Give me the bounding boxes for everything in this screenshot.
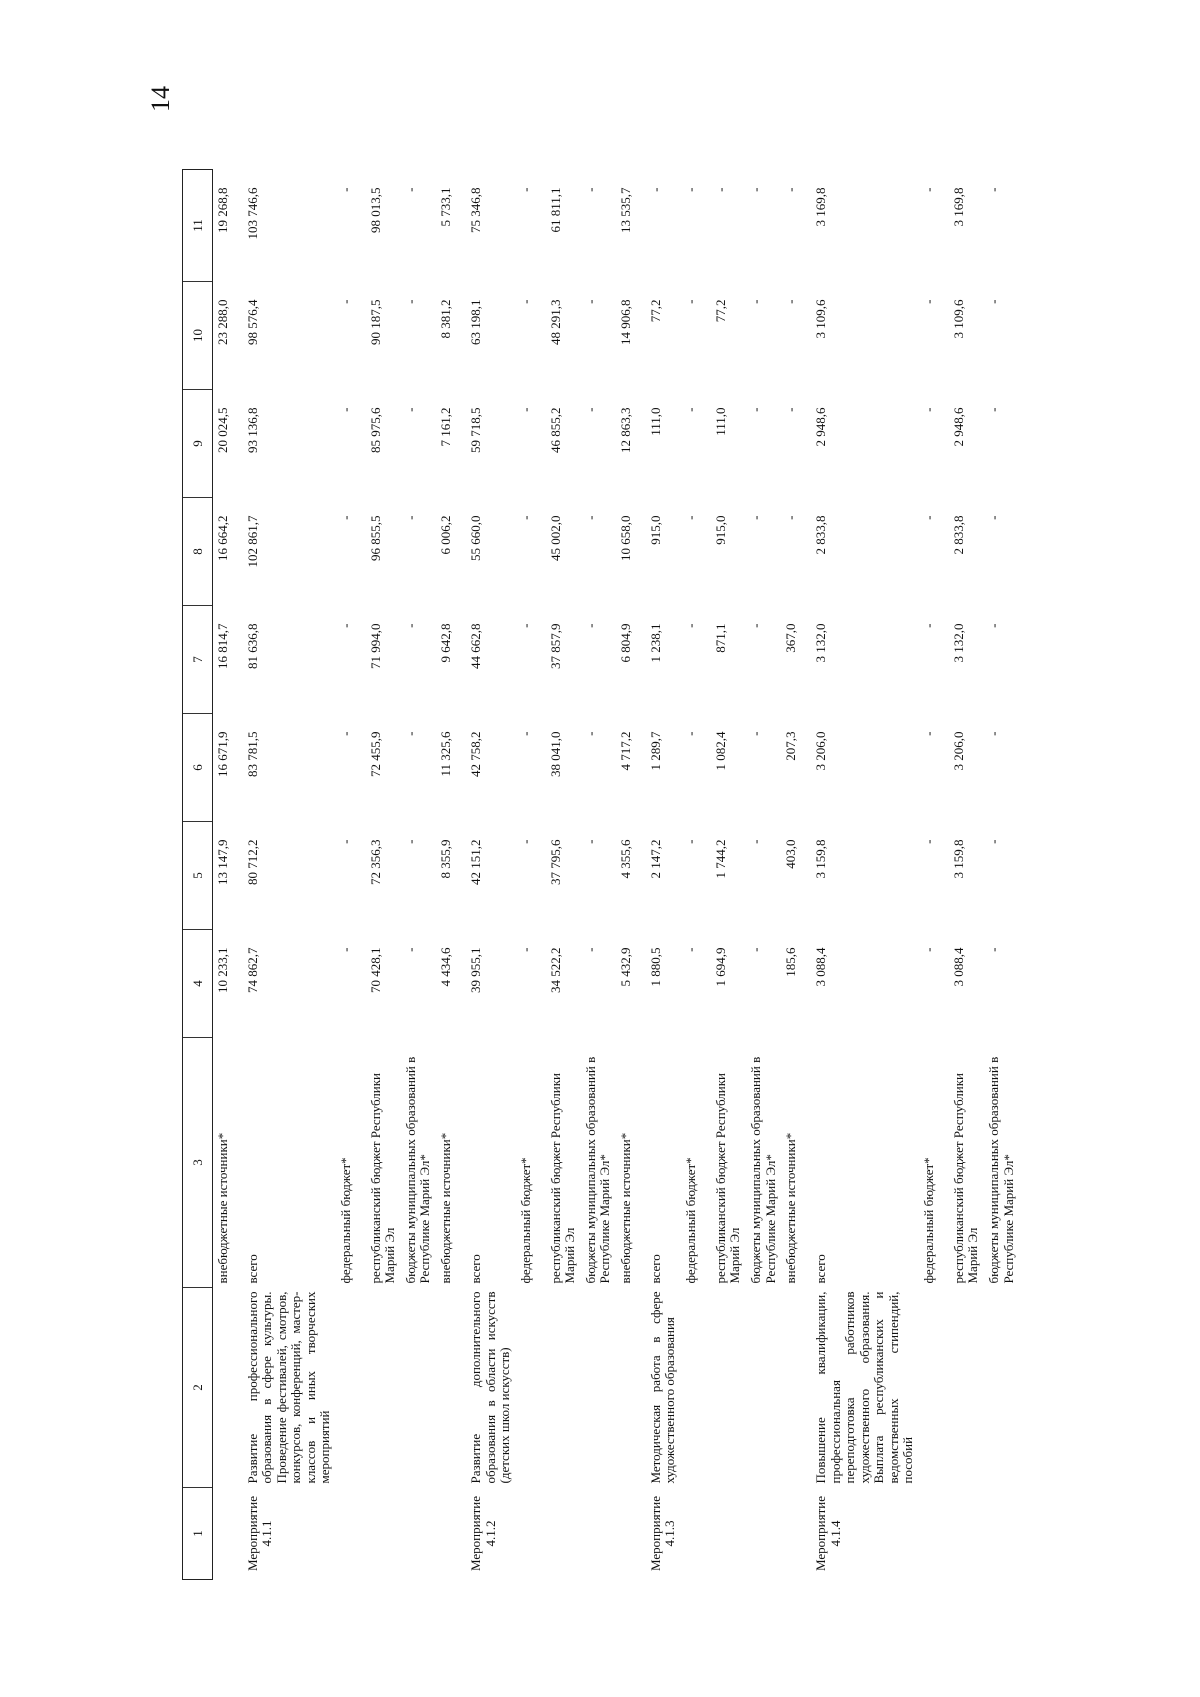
funding-source-cell: федеральный бюджет* xyxy=(682,1157,698,1284)
value-cell-year-6: 59 718,5 xyxy=(467,407,483,453)
value-cell-year-7: 3 109,6 xyxy=(813,299,829,339)
funding-source-cell: бюджеты муниципальных образований в Республике Марий Эл* xyxy=(582,1056,613,1284)
value-cell-year-6: 93 136,8 xyxy=(244,407,260,453)
measure-name-cell xyxy=(949,1288,984,1488)
funding-source-cell: внебюджетные источники* xyxy=(215,1132,230,1284)
value-cell-year-2: - xyxy=(337,839,353,844)
value-cell-year-5: 55 660,0 xyxy=(467,515,483,561)
value-cell-year-2: - xyxy=(402,839,418,844)
value-cell-year-6: 20 024,5 xyxy=(215,407,230,453)
value-cell-year-2: - xyxy=(582,839,598,844)
value-cell-year-5: - xyxy=(337,515,353,520)
value-cell-year-3: - xyxy=(747,731,763,736)
measure-name-cell xyxy=(336,1288,366,1488)
value-cell-year-4: 6 804,9 xyxy=(617,623,633,663)
value-cell-year-5: 45 002,0 xyxy=(547,515,563,561)
value-cell-year-8: 61 811,1 xyxy=(547,187,563,233)
value-cell-year-6: 46 855,2 xyxy=(547,407,563,453)
value-cell-year-7: 14 906,8 xyxy=(617,299,633,345)
value-cell-year-6: - xyxy=(337,407,353,412)
measure-name-cell xyxy=(711,1288,746,1488)
value-cell-year-1: 185,6 xyxy=(783,947,799,977)
value-cell-year-3: 3 206,0 xyxy=(950,731,966,771)
value-cell-year-1: - xyxy=(517,947,533,952)
value-cell-year-2: 72 356,3 xyxy=(367,839,383,885)
measure-number-cell xyxy=(781,1488,811,1580)
table-row xyxy=(546,170,581,1580)
value-cell-year-1: - xyxy=(582,947,598,952)
measure-number-cell xyxy=(616,1488,646,1580)
value-cell-year-4: 871,1 xyxy=(712,623,728,653)
value-cell-year-4: - xyxy=(517,623,533,628)
value-cell-year-7: 8 381,2 xyxy=(437,299,453,339)
column-header-11: 11 xyxy=(183,170,213,282)
measure-name-cell xyxy=(581,1288,616,1488)
value-cell-year-4: - xyxy=(337,623,353,628)
value-cell-year-3: - xyxy=(337,731,353,736)
measure-number-cell xyxy=(336,1488,366,1580)
value-cell-year-2: 403,0 xyxy=(783,839,799,869)
table-row xyxy=(401,170,436,1580)
value-cell-year-1: - xyxy=(986,947,1001,952)
value-cell-year-7: 90 187,5 xyxy=(367,299,383,345)
column-header-7: 7 xyxy=(183,606,213,714)
funding-source-cell: внебюджетные источники* xyxy=(617,1132,633,1284)
table-row xyxy=(336,170,366,1580)
value-cell-year-6: 2 948,6 xyxy=(950,407,966,447)
measure-number-cell xyxy=(581,1488,616,1580)
table-row xyxy=(243,170,336,1580)
value-cell-year-3: 3 206,0 xyxy=(813,731,829,771)
value-cell-year-8: - xyxy=(582,187,598,192)
measure-name-cell: Развитие профессионального образования в сфере культуры. Проведение фестивалей, смотров, конкурсов, конференций, мастер-классов и иных творческих мероприятий xyxy=(244,1291,333,1484)
value-cell-year-6: - xyxy=(582,407,598,412)
table-row xyxy=(781,170,811,1580)
value-cell-year-3: - xyxy=(582,731,598,736)
value-cell-year-3: 16 671,9 xyxy=(215,731,230,777)
measure-number-cell xyxy=(949,1488,984,1580)
value-cell-year-1: 34 522,2 xyxy=(547,947,563,993)
value-cell-year-4: 16 814,7 xyxy=(215,623,230,669)
value-cell-year-6: 7 161,2 xyxy=(437,407,453,447)
table-row xyxy=(616,170,646,1580)
value-cell-year-1: - xyxy=(747,947,763,952)
rotated-table-wrapper xyxy=(182,170,1017,1580)
value-cell-year-8: - xyxy=(402,187,418,192)
value-cell-year-7: - xyxy=(682,299,698,304)
value-cell-year-4: 37 857,9 xyxy=(547,623,563,669)
value-cell-year-1: 1 694,9 xyxy=(712,947,728,987)
funding-source-cell: бюджеты муниципальных образований в Республике Марий Эл* xyxy=(747,1056,778,1284)
value-cell-year-1: - xyxy=(920,947,936,952)
table-body xyxy=(213,170,1020,1580)
column-header-4: 4 xyxy=(183,930,213,1038)
measure-number-cell xyxy=(366,1488,401,1580)
value-cell-year-4: - xyxy=(582,623,598,628)
funding-source-cell: бюджеты муниципальных образований в Республике Марий Эл* xyxy=(986,1056,1016,1284)
funding-source-cell: всего xyxy=(647,1254,663,1284)
value-cell-year-5: - xyxy=(986,515,1001,520)
value-cell-year-1: - xyxy=(337,947,353,952)
value-cell-year-3: - xyxy=(402,731,418,736)
value-cell-year-3: 83 781,5 xyxy=(244,731,260,777)
value-cell-year-7: 77,2 xyxy=(712,299,728,323)
value-cell-year-4: 3 132,0 xyxy=(813,623,829,663)
value-cell-year-1: 4 434,6 xyxy=(437,947,453,987)
value-cell-year-5: - xyxy=(582,515,598,520)
value-cell-year-4: - xyxy=(920,623,936,628)
value-cell-year-2: - xyxy=(747,839,763,844)
value-cell-year-4: 367,0 xyxy=(783,623,799,653)
value-cell-year-7: - xyxy=(517,299,533,304)
value-cell-year-2: 2 147,2 xyxy=(647,839,663,879)
table-row xyxy=(366,170,401,1580)
table-row xyxy=(436,170,466,1580)
value-cell-year-6: - xyxy=(986,407,1001,412)
measure-name-cell xyxy=(366,1288,401,1488)
measure-name-cell xyxy=(546,1288,581,1488)
value-cell-year-2: 8 355,9 xyxy=(437,839,453,879)
value-cell-year-5: - xyxy=(517,515,533,520)
column-header-5: 5 xyxy=(183,822,213,930)
value-cell-year-7: 23 288,0 xyxy=(215,299,230,345)
value-cell-year-8: - xyxy=(783,187,799,192)
measure-name-cell: Повышение квалификации, профессиональная переподготовка работников художественного образования. Выплата республиканских и ведомственных стипендий, пособий xyxy=(813,1291,916,1484)
column-header-3: 3 xyxy=(183,1038,213,1288)
measure-name-cell xyxy=(616,1288,646,1488)
value-cell-year-6: - xyxy=(783,407,799,412)
value-cell-year-5: 2 833,8 xyxy=(950,515,966,555)
value-cell-year-8: - xyxy=(712,187,728,192)
value-cell-year-3: 42 758,2 xyxy=(467,731,483,777)
measure-name-cell xyxy=(919,1288,949,1488)
value-cell-year-7: - xyxy=(747,299,763,304)
value-cell-year-7: - xyxy=(582,299,598,304)
value-cell-year-4: 1 238,1 xyxy=(647,623,663,663)
value-cell-year-3: 11 325,6 xyxy=(437,731,453,777)
value-cell-year-8: 5 733,1 xyxy=(437,187,453,227)
measure-number-cell xyxy=(711,1488,746,1580)
value-cell-year-7: 48 291,3 xyxy=(547,299,563,345)
value-cell-year-5: 102 861,7 xyxy=(244,515,260,568)
value-cell-year-8: - xyxy=(682,187,698,192)
funding-source-cell: республиканский бюджет Республики Марий Эл xyxy=(712,1073,743,1284)
value-cell-year-4: - xyxy=(402,623,418,628)
value-cell-year-8: - xyxy=(986,187,1001,192)
value-cell-year-8: - xyxy=(647,187,663,192)
value-cell-year-2: 4 355,6 xyxy=(617,839,633,879)
column-header-9: 9 xyxy=(183,390,213,498)
funding-source-cell: всего xyxy=(244,1254,260,1284)
value-cell-year-4: - xyxy=(986,623,1001,628)
funding-source-cell: республиканский бюджет Республики Марий Эл xyxy=(367,1073,398,1284)
value-cell-year-5: 915,0 xyxy=(712,515,728,545)
value-cell-year-7: - xyxy=(783,299,799,304)
measure-number-cell xyxy=(919,1488,949,1580)
measure-number-cell: Мероприятие 4.1.2 xyxy=(467,1496,498,1571)
value-cell-year-2: 1 744,2 xyxy=(712,839,728,879)
value-cell-year-7: 77,2 xyxy=(647,299,663,323)
table-row xyxy=(811,170,919,1580)
table-row xyxy=(711,170,746,1580)
value-cell-year-2: 13 147,9 xyxy=(215,839,230,885)
value-cell-year-5: - xyxy=(402,515,418,520)
value-cell-year-7: 98 576,4 xyxy=(244,299,260,345)
value-cell-year-3: 207,3 xyxy=(783,731,799,761)
funding-source-cell: федеральный бюджет* xyxy=(337,1157,353,1284)
value-cell-year-5: 6 006,2 xyxy=(437,515,453,555)
value-cell-year-4: - xyxy=(747,623,763,628)
measure-number-cell: Мероприятие 4.1.1 xyxy=(244,1496,275,1571)
value-cell-year-4: 81 636,8 xyxy=(244,623,260,669)
value-cell-year-1: 3 088,4 xyxy=(813,947,829,987)
value-cell-year-4: 71 994,0 xyxy=(367,623,383,669)
value-cell-year-6: - xyxy=(920,407,936,412)
value-cell-year-3: 72 455,9 xyxy=(367,731,383,777)
value-cell-year-2: - xyxy=(517,839,533,844)
value-cell-year-7: - xyxy=(920,299,936,304)
measure-number-cell xyxy=(681,1488,711,1580)
value-cell-year-8: 3 169,8 xyxy=(813,187,829,227)
measure-number-cell xyxy=(546,1488,581,1580)
measure-name-cell xyxy=(746,1288,781,1488)
measure-number-cell: Мероприятие 4.1.4 xyxy=(813,1496,843,1571)
funding-source-cell: республиканский бюджет Республики Марий Эл xyxy=(950,1073,981,1284)
value-cell-year-8: 75 346,8 xyxy=(467,187,483,233)
value-cell-year-1: 74 862,7 xyxy=(244,947,260,993)
value-cell-year-4: 44 662,8 xyxy=(467,623,483,669)
measure-name-cell xyxy=(401,1288,436,1488)
value-cell-year-1: 5 432,9 xyxy=(617,947,633,987)
value-cell-year-2: 42 151,2 xyxy=(467,839,483,885)
value-cell-year-8: - xyxy=(747,187,763,192)
value-cell-year-5: - xyxy=(783,515,799,520)
table-row xyxy=(919,170,949,1580)
value-cell-year-8: 103 746,6 xyxy=(244,187,260,240)
value-cell-year-6: - xyxy=(682,407,698,412)
value-cell-year-3: - xyxy=(986,731,1001,736)
column-header-6: 6 xyxy=(183,714,213,822)
value-cell-year-1: 10 233,1 xyxy=(215,947,230,993)
budget-table xyxy=(182,169,1019,1580)
value-cell-year-2: 80 712,2 xyxy=(244,839,260,885)
value-cell-year-1: 70 428,1 xyxy=(367,947,383,993)
value-cell-year-3: - xyxy=(517,731,533,736)
value-cell-year-3: 4 717,2 xyxy=(617,731,633,771)
measure-number-cell: Мероприятие 4.1.3 xyxy=(647,1496,678,1571)
value-cell-year-6: - xyxy=(517,407,533,412)
column-header-2: 2 xyxy=(183,1288,213,1488)
measure-name-cell: Методическая работа в сфере художественного образования xyxy=(647,1291,678,1484)
measure-number-cell xyxy=(984,1488,1019,1580)
value-cell-year-6: 2 948,6 xyxy=(813,407,829,447)
value-cell-year-6: - xyxy=(747,407,763,412)
measure-name-cell xyxy=(781,1288,811,1488)
table-row xyxy=(213,170,243,1580)
measure-name-cell xyxy=(516,1288,546,1488)
value-cell-year-1: 3 088,4 xyxy=(950,947,966,987)
measure-number-cell xyxy=(401,1488,436,1580)
value-cell-year-2: - xyxy=(682,839,698,844)
funding-source-cell: внебюджетные источники* xyxy=(783,1132,799,1284)
value-cell-year-5: 10 658,0 xyxy=(617,515,633,561)
table-row xyxy=(581,170,616,1580)
value-cell-year-7: - xyxy=(402,299,418,304)
value-cell-year-8: - xyxy=(337,187,353,192)
value-cell-year-3: - xyxy=(920,731,936,736)
measure-number-cell xyxy=(746,1488,781,1580)
measure-name-cell: Развитие дополнительного образования в области искусств (детских школ искусств) xyxy=(467,1291,513,1484)
value-cell-year-1: - xyxy=(682,947,698,952)
column-header-1: 1 xyxy=(183,1488,213,1580)
page-number: 14 xyxy=(146,86,175,112)
table-row xyxy=(466,170,516,1580)
column-header-8: 8 xyxy=(183,498,213,606)
value-cell-year-5: - xyxy=(682,515,698,520)
value-cell-year-7: - xyxy=(337,299,353,304)
funding-source-cell: внебюджетные источники* xyxy=(437,1132,453,1284)
value-cell-year-3: 1 082,4 xyxy=(712,731,728,771)
value-cell-year-4: - xyxy=(682,623,698,628)
value-cell-year-8: 19 268,8 xyxy=(215,187,230,233)
value-cell-year-5: 96 855,5 xyxy=(367,515,383,561)
measure-name-cell xyxy=(436,1288,466,1488)
table-row xyxy=(681,170,711,1580)
value-cell-year-2: 3 159,8 xyxy=(950,839,966,879)
value-cell-year-3: - xyxy=(682,731,698,736)
measure-number-cell xyxy=(516,1488,546,1580)
value-cell-year-8: - xyxy=(920,187,936,192)
value-cell-year-6: 111,0 xyxy=(647,407,663,436)
value-cell-year-2: 37 795,6 xyxy=(547,839,563,885)
value-cell-year-2: - xyxy=(920,839,936,844)
value-cell-year-1: 1 880,5 xyxy=(647,947,663,987)
column-header-10: 10 xyxy=(183,282,213,390)
value-cell-year-3: 38 041,0 xyxy=(547,731,563,777)
value-cell-year-4: 3 132,0 xyxy=(950,623,966,663)
measure-number-cell xyxy=(436,1488,466,1580)
funding-source-cell: всего xyxy=(813,1254,829,1284)
value-cell-year-5: - xyxy=(920,515,936,520)
table-row xyxy=(949,170,984,1580)
value-cell-year-7: 63 198,1 xyxy=(467,299,483,345)
value-cell-year-5: 2 833,8 xyxy=(813,515,829,555)
table-row xyxy=(984,170,1019,1580)
table-row xyxy=(646,170,681,1580)
funding-source-cell: федеральный бюджет* xyxy=(517,1157,533,1284)
value-cell-year-3: 1 289,7 xyxy=(647,731,663,771)
measure-name-cell xyxy=(984,1288,1019,1488)
funding-source-cell: бюджеты муниципальных образований в Республике Марий Эл* xyxy=(402,1056,433,1284)
measure-name-cell xyxy=(213,1288,243,1488)
header-row xyxy=(183,170,213,1580)
value-cell-year-6: - xyxy=(402,407,418,412)
value-cell-year-7: 3 109,6 xyxy=(950,299,966,339)
value-cell-year-6: 111,0 xyxy=(712,407,728,436)
value-cell-year-5: - xyxy=(747,515,763,520)
measure-number-cell xyxy=(213,1488,243,1580)
value-cell-year-8: 13 535,7 xyxy=(617,187,633,233)
value-cell-year-5: 915,0 xyxy=(647,515,663,545)
funding-source-cell: республиканский бюджет Республики Марий Эл xyxy=(547,1073,578,1284)
value-cell-year-7: - xyxy=(986,299,1001,304)
value-cell-year-6: 85 975,6 xyxy=(367,407,383,453)
value-cell-year-8: 3 169,8 xyxy=(950,187,966,227)
value-cell-year-2: 3 159,8 xyxy=(813,839,829,879)
table-header xyxy=(183,170,213,1580)
value-cell-year-4: 9 642,8 xyxy=(437,623,453,663)
table-row xyxy=(746,170,781,1580)
value-cell-year-6: 12 863,3 xyxy=(617,407,633,453)
value-cell-year-1: 39 955,1 xyxy=(467,947,483,993)
value-cell-year-2: - xyxy=(986,839,1001,844)
value-cell-year-8: 98 013,5 xyxy=(367,187,383,233)
value-cell-year-5: 16 664,2 xyxy=(215,515,230,561)
measure-name-cell xyxy=(681,1288,711,1488)
value-cell-year-8: - xyxy=(517,187,533,192)
funding-source-cell: федеральный бюджет* xyxy=(920,1157,936,1284)
funding-source-cell: всего xyxy=(467,1254,483,1284)
table-row xyxy=(516,170,546,1580)
value-cell-year-1: - xyxy=(402,947,418,952)
